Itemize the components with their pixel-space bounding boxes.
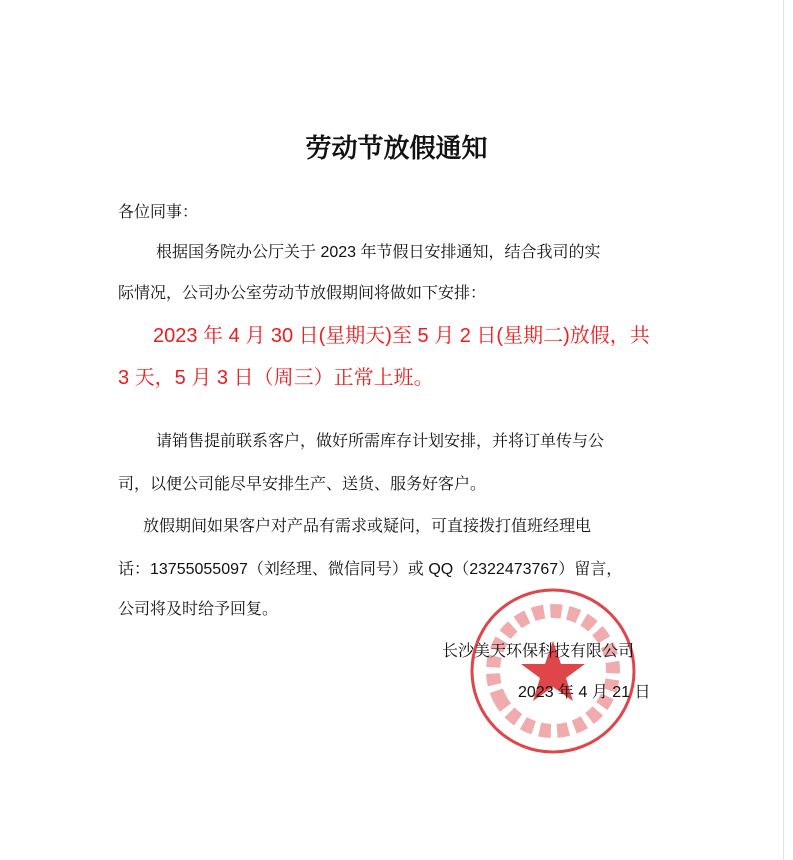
highlight-line-2: 3 天，5 月 3 日（周三）正常上班。 xyxy=(118,367,434,389)
paragraph-1-line-1: 根据国务院办公厅关于 2023 年节假日安排通知，结合我司的实 xyxy=(156,244,601,261)
paragraph-2-line-2: 司，以便公司能尽早安排生产、送货、服务好客户。 xyxy=(118,476,487,493)
page-title: 劳动节放假通知 xyxy=(305,134,488,164)
signature-date: 2023 年 4 月 21 日 xyxy=(518,684,651,701)
paragraph-3-line-3: 公司将及时给予回复。 xyxy=(118,601,279,618)
highlight-line-1: 2023 年 4 月 30 日(星期天)至 5 月 2 日(星期二)放假，共 xyxy=(153,325,650,347)
greeting: 各位同事： xyxy=(118,204,199,221)
paragraph-1-line-2: 际情况，公司办公室劳动节放假期间将做如下安排： xyxy=(118,285,487,302)
company-seal xyxy=(468,586,638,756)
paragraph-2-line-1: 请销售提前联系客户，做好所需库存计划安排，并将订单传与公 xyxy=(156,433,605,450)
signature-company: 长沙美天环保科技有限公司 xyxy=(442,643,635,660)
paragraph-3-line-2: 话：13755055097（刘经理、微信同号）或 QQ（2322473767）留言， xyxy=(118,561,623,578)
paragraph-3-line-1: 放假期间如果客户对产品有需求或疑问，可直接拨打值班经理电 xyxy=(143,518,592,535)
